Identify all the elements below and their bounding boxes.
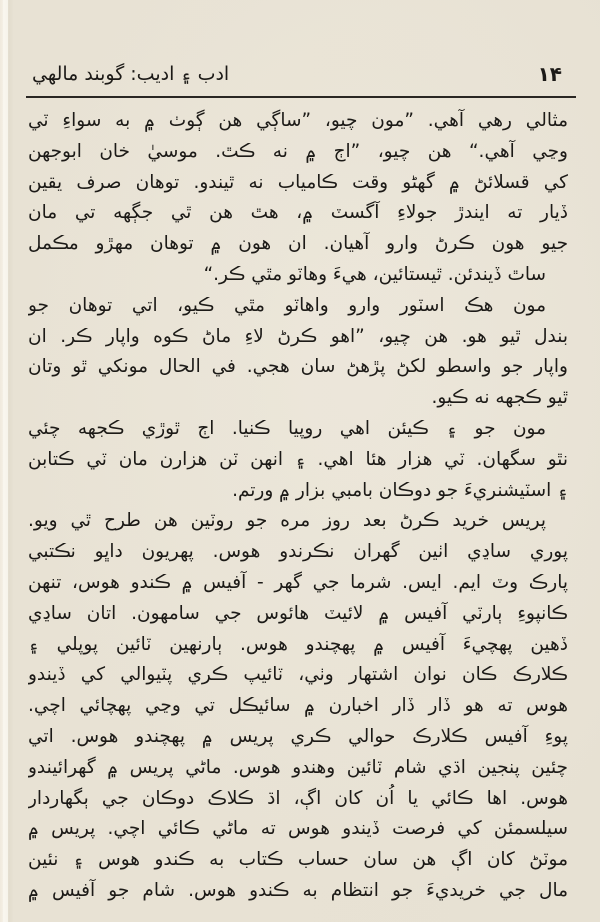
text-line: چئين پنجين اڌي شام ٽائين وهندو هوس. ماڻي پريس ۾ گهرائيندو	[28, 756, 568, 778]
text-line: ساٿ ڏيندئن. ٿيستائين، هيءَ وهاٽو مٿي ڪر.“	[203, 263, 546, 285]
text-line: مثالي رهي آهي. ”مون چيو، ”ساڳي هن ڳوٺ ۾ به سواءِ ٽي	[28, 110, 568, 131]
text-line: موٽڻ کان اڳ هن سان حساب ڪتاب به ڪندو هوس ۽ نئين	[28, 849, 568, 871]
text-line: پارڪ وٽ ايم. ايس. شرما جي گهر - آفيس ۾ ڪندو هوس، تنهن	[28, 571, 568, 593]
text-line: نٿو سگهان. ٽي هزار هئا اهي. ۽ انهن ٽن هزارن مان ٽي ڪتابن	[28, 448, 568, 470]
text-line: مال جي خريديءَ جو انتظام به ڪندو هوس. شام جو آفيس ۾	[28, 879, 568, 901]
header-divider	[26, 96, 576, 98]
text-line: کي قسلائڻ ۾ گهڻو وقت ڪامياب نه ٿيندو. توهان صرف يقين	[28, 171, 568, 193]
binding-edge	[3, 0, 8, 922]
body-text	[28, 106, 568, 907]
running-header	[30, 58, 570, 90]
text-line: پوري ساڍي اٺين گهران نڪرندو هوس. پهريون داڀو نڪتبي	[28, 541, 568, 563]
text-line: مون هڪ اسٽور وارو واهاٽو مٿي ڪيو، اتي توهان جو	[28, 294, 546, 316]
text-line: هوس. اها ڪائي يا اُن کان اڳ، اڌ ڪلاڪ دوڪان جي ٻگهاردار	[28, 787, 568, 809]
text-line: مون جو ۽ ڪيئن اهي روپيا ڪنيا. اڄ ٿوڙي ڪجهه چئي	[28, 417, 546, 439]
text-line: وڃي آهي.“ هن چيو، ”اڄ ۾ نه ڪٿ. موسيٰ خان ابوجهن	[28, 140, 568, 162]
text-line: ڪلارڪ ڪان نوان اشتهار وٺي، ٽائيپ ڪري پٽيوالي کي ڏيندو	[28, 664, 568, 686]
text-line: ڪانپوءِ ٻارٽي آفيس ۾ لائيٽ هائوس جي سامهون. اتان ساڍي	[28, 602, 568, 624]
text-line: بندل ٿيو هو. هن چيو، ”اهو ڪرڻ لاءِ ماڻ ڪوه واپار ڪر. ان	[28, 325, 568, 347]
page-number: ۱۴	[537, 62, 562, 86]
text-line: جيو هون ڪرڻ وارو آهيان. ان هون ۾ توهان مهڙو مڪمل	[28, 233, 568, 255]
text-line: واپار جو واسطو لکڻ پڙهڻ سان هجي. في الحال مونکي ٿو وتان	[28, 356, 568, 378]
text-line: ٿيو ڪجهه نه ڪيو.	[431, 387, 568, 409]
text-line: ۽ اسٽيشنريءَ جو دوڪان بامبي بزار ۾ ورتم.	[232, 479, 568, 501]
text-line: پريس خريد ڪرڻ بعد روز مره جو روٽين هن طرح ٿي ويو.	[28, 510, 546, 532]
text-line: ڏهين پهچيءَ آفيس ۾ پهچندو هوس. ٻارنهين ٽائين پوپلي ۽	[28, 633, 568, 655]
text-line: ڏيار ته ايندڙ جولاءِ آگسٽ ۾، هٿ هن ٿي جڳهه تي مان	[28, 202, 568, 224]
running-header-title: ادب ۽ اديب: گوبند مالهي	[32, 63, 230, 85]
text-line: سيلسمئن کي فرصت ڏيندو هوس ته ماڻي ڪائي اچي. پريس ۾	[28, 818, 568, 840]
text-line: پوءِ آفيس ڪلارڪ حوالي ڪري پريس ۾ پهچندو هوس. اتي	[28, 725, 568, 747]
text-line: هوس ته هو ڏار ڏار اخبارن ۾ سائيڪل تي وڃي پهچائي اچي.	[28, 695, 568, 717]
